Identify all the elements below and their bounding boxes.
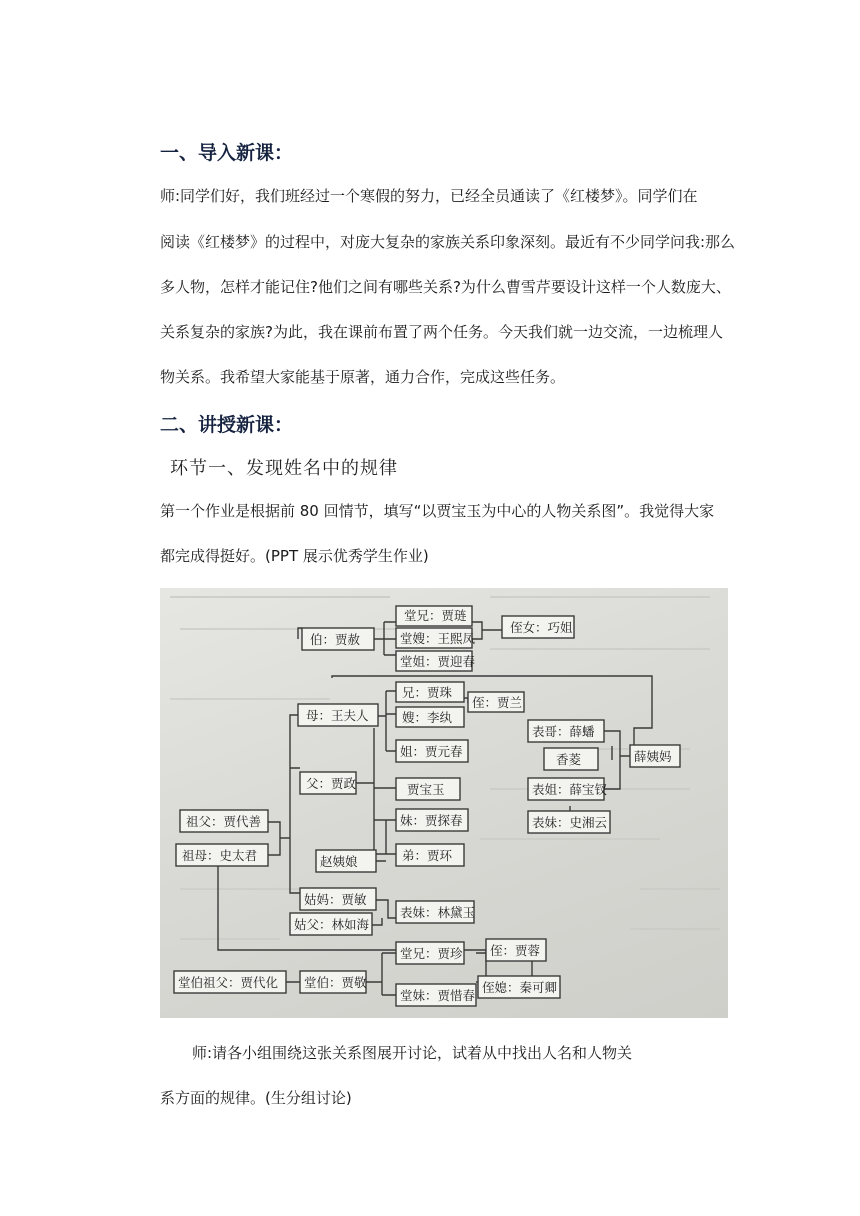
svg-text:侄女：巧姐: 侄女：巧姐	[510, 620, 573, 635]
node-xue-pan	[528, 720, 604, 742]
svg-text:表姐：薛宝钗: 表姐：薛宝钗	[532, 782, 608, 797]
svg-text:姑妈：贾敏: 姑妈：贾敏	[304, 892, 367, 907]
svg-text:堂妹：贾惜春: 堂妹：贾惜春	[400, 988, 476, 1003]
paragraph-line: 系方面的规律。(生分组讨论)	[160, 1089, 352, 1107]
section-heading-intro: 一、导入新课：	[160, 142, 294, 164]
section-heading-lecture: 二、讲授新课：	[160, 414, 294, 436]
node-jia-jing	[300, 971, 367, 993]
svg-text:母：王夫人: 母：王夫人	[306, 708, 369, 723]
svg-text:侄媳：秦可卿: 侄媳：秦可卿	[482, 980, 558, 995]
paragraph-line: 都完成得挺好。(PPT 展示优秀学生作业)	[160, 547, 429, 565]
node-xue-baochai	[528, 778, 608, 800]
node-lin-daiyu	[396, 901, 475, 923]
node-jia-baoyu	[396, 778, 460, 800]
svg-text:香菱: 香菱	[556, 752, 582, 767]
svg-text:姐：贾元春: 姐：贾元春	[400, 744, 463, 759]
svg-text:侄：贾兰: 侄：贾兰	[472, 695, 523, 710]
node-jia-xichun	[396, 984, 476, 1006]
svg-text:堂嫂：王熙凤: 堂嫂：王熙凤	[400, 631, 476, 646]
svg-text:赵姨娘: 赵姨娘	[320, 854, 358, 869]
node-shi-taijun	[176, 844, 268, 866]
node-jia-zhen	[396, 942, 464, 964]
node-wang-xifeng	[396, 628, 476, 648]
svg-text:嫂：李纨: 嫂：李纨	[402, 710, 453, 725]
diagram-canvas	[160, 588, 728, 1018]
node-jia-rong	[486, 939, 546, 961]
node-jia-daihua	[174, 971, 286, 993]
subsection-heading: 环节一、发现姓名中的规律	[170, 458, 398, 479]
node-qiao-jie	[502, 616, 574, 638]
node-jia-zheng	[300, 772, 357, 794]
svg-text:姑父：林如海: 姑父：林如海	[294, 917, 370, 932]
paragraph-line: 师:请各小组围绕这张关系图展开讨论，试着从中找出人名和人物关	[192, 1044, 633, 1062]
node-jia-lian	[396, 606, 472, 626]
svg-text:堂伯：贾敬: 堂伯：贾敬	[304, 975, 367, 990]
paragraph-line: 师:同学们好，我们班经过一个寒假的努力，已经全员通读了《红楼梦》。同学们在	[160, 187, 698, 205]
svg-text:堂兄：贾珍: 堂兄：贾珍	[400, 946, 463, 961]
svg-text:堂兄：贾琏: 堂兄：贾琏	[404, 608, 467, 623]
node-jia-yuanchun	[396, 740, 468, 762]
node-jia-min	[300, 888, 376, 910]
node-xue-yima	[630, 745, 680, 767]
node-jia-tanchun	[396, 809, 468, 831]
node-jia-huan	[396, 844, 464, 866]
node-wang-furen	[298, 704, 378, 726]
node-jia-yingchun	[396, 651, 476, 671]
node-li-wan	[396, 707, 464, 727]
paragraph-line: 多人物，怎样才能记住?他们之间有哪些关系?为什么曹雪芹要设计这样一个人数庞大、	[160, 278, 731, 296]
node-shi-xiangyun	[528, 811, 610, 833]
svg-text:祖母：史太君: 祖母：史太君	[182, 848, 258, 863]
svg-text:侄：贾蓉: 侄：贾蓉	[490, 943, 541, 958]
node-jia-zhu	[396, 682, 464, 702]
node-jia-daishan	[180, 810, 268, 832]
svg-text:贾宝玉: 贾宝玉	[407, 782, 445, 797]
svg-text:堂伯祖父：贾代化: 堂伯祖父：贾代化	[178, 975, 279, 990]
node-xiang-ling	[544, 748, 598, 770]
svg-text:祖父：贾代善: 祖父：贾代善	[186, 814, 262, 829]
node-lin-ruhai	[290, 913, 372, 935]
svg-text:兄：贾珠: 兄：贾珠	[402, 685, 453, 700]
family-relationship-diagram	[160, 588, 728, 1018]
node-qin-keqing	[478, 976, 560, 998]
svg-text:妹：贾探春: 妹：贾探春	[400, 813, 463, 828]
svg-text:表妹：林黛玉: 表妹：林黛玉	[400, 905, 476, 920]
paragraph-line: 阅读《红楼梦》的过程中，对庞大复杂的家族关系印象深刻。最近有不少同学问我:那么	[160, 233, 736, 251]
node-jia-lan	[468, 692, 524, 712]
node-jia-she	[302, 628, 374, 650]
svg-text:弟：贾环: 弟：贾环	[402, 848, 453, 863]
svg-text:薛姨妈: 薛姨妈	[634, 749, 672, 764]
paragraph-line: 第一个作业是根据前 80 回情节，填写“以贾宝玉为中心的人物关系图”。我觉得大家	[160, 502, 715, 520]
svg-text:伯：贾赦: 伯：贾赦	[310, 632, 361, 647]
node-zhao-yiniang	[316, 850, 376, 872]
paragraph-line: 物关系。我希望大家能基于原著，通力合作，完成这些任务。	[160, 368, 566, 386]
svg-text:表妹：史湘云: 表妹：史湘云	[532, 815, 608, 830]
paragraph-line: 关系复杂的家族?为此，我在课前布置了两个任务。今天我们就一边交流，一边梳理人	[160, 323, 723, 341]
svg-text:堂姐：贾迎春: 堂姐：贾迎春	[400, 654, 476, 669]
svg-text:父：贾政: 父：贾政	[306, 776, 357, 791]
svg-text:表哥：薛蟠: 表哥：薛蟠	[532, 724, 595, 739]
